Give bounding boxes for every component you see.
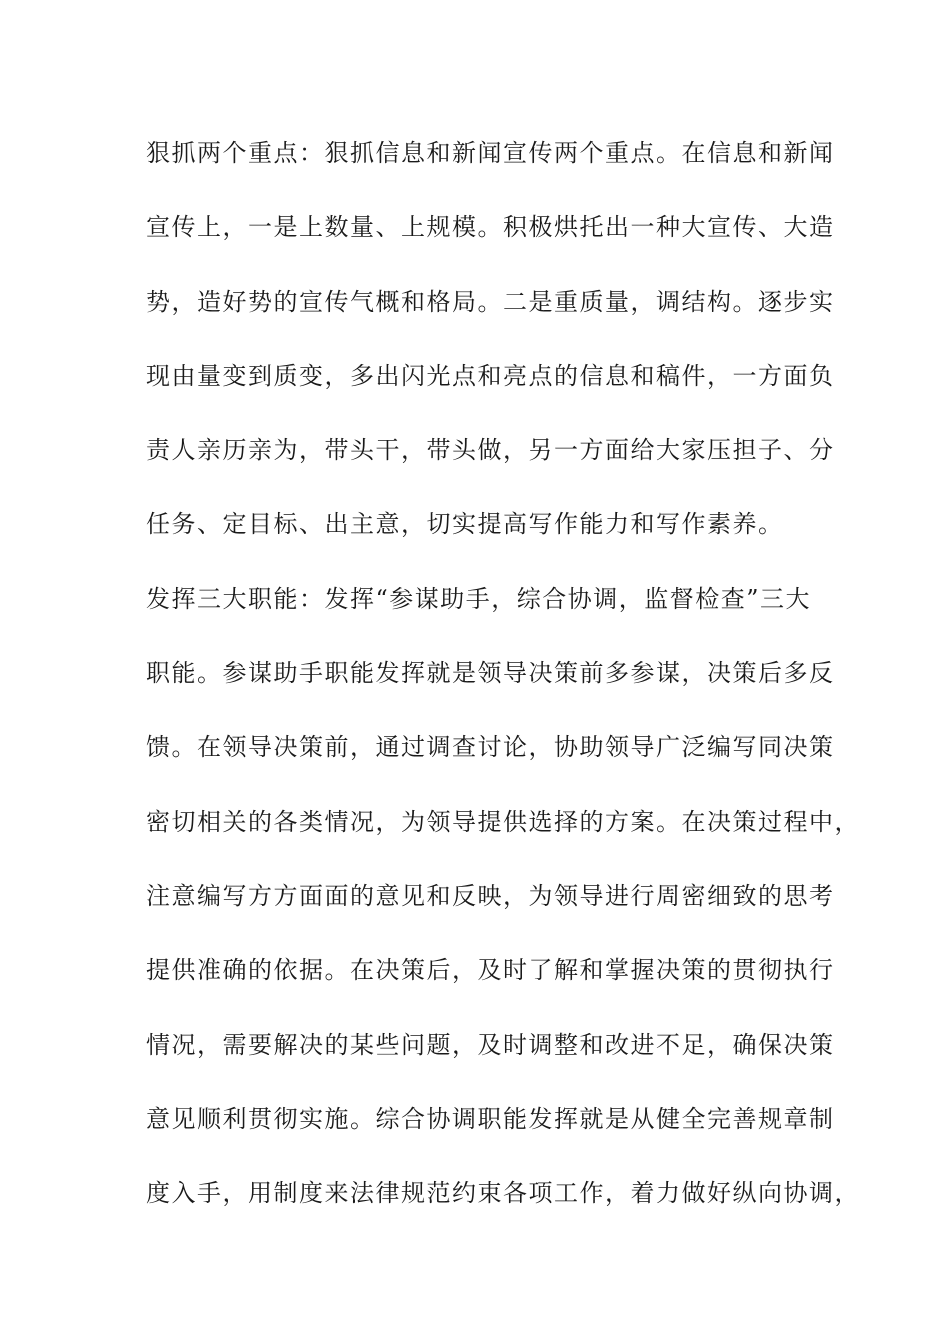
text-line-10: 密切相关的各类情况，为领导提供选择的方案。在决策过程中， [146,807,860,836]
text-line-14: 意见顺利贯彻实施。综合协调职能发挥就是从健全完善规章制 [146,1104,835,1133]
text-line-3: 势，造好势的宣传气概和格局。二是重质量，调结构。逐步实 [146,287,835,316]
text-line-15: 度入手，用制度来法律规范约束各项工作，着力做好纵向协调， [146,1179,860,1208]
text-line-7: 发挥三大职能：发挥“参谋助手，综合协调，监督检查”三大 [146,584,812,613]
text-line-4: 现由量变到质变，多出闪光点和亮点的信息和稿件，一方面负 [146,361,835,390]
text-line-5: 责人亲历亲为，带头干，带头做，另一方面给大家压担子、分 [146,436,835,465]
text-line-9: 馈。在领导决策前，通过调查讨论，协助领导广泛编写同决策 [146,733,835,762]
text-line-1: 狠抓两个重点：狠抓信息和新闻宣传两个重点。在信息和新闻 [146,139,835,167]
text-line-6: 任务、定目标、出主意，切实提高写作能力和写作素养。 [146,510,784,539]
text-line-13: 情况，需要解决的某些问题，及时调整和改进不足，确保决策 [146,1030,835,1059]
document-body [146,133,860,1247]
text-line-12: 提供准确的依据。在决策后，及时了解和掌握决策的贯彻执行 [146,956,835,985]
text-line-11: 注意编写方方面面的意见和反映，为领导进行周密细致的思考 [146,881,835,910]
text-line-2: 宣传上，一是上数量、上规模。积极烘托出一种大宣传、大造 [146,213,835,242]
text-line-8: 职能。参谋助手职能发挥就是领导决策前多参谋，决策后多反 [146,659,835,688]
